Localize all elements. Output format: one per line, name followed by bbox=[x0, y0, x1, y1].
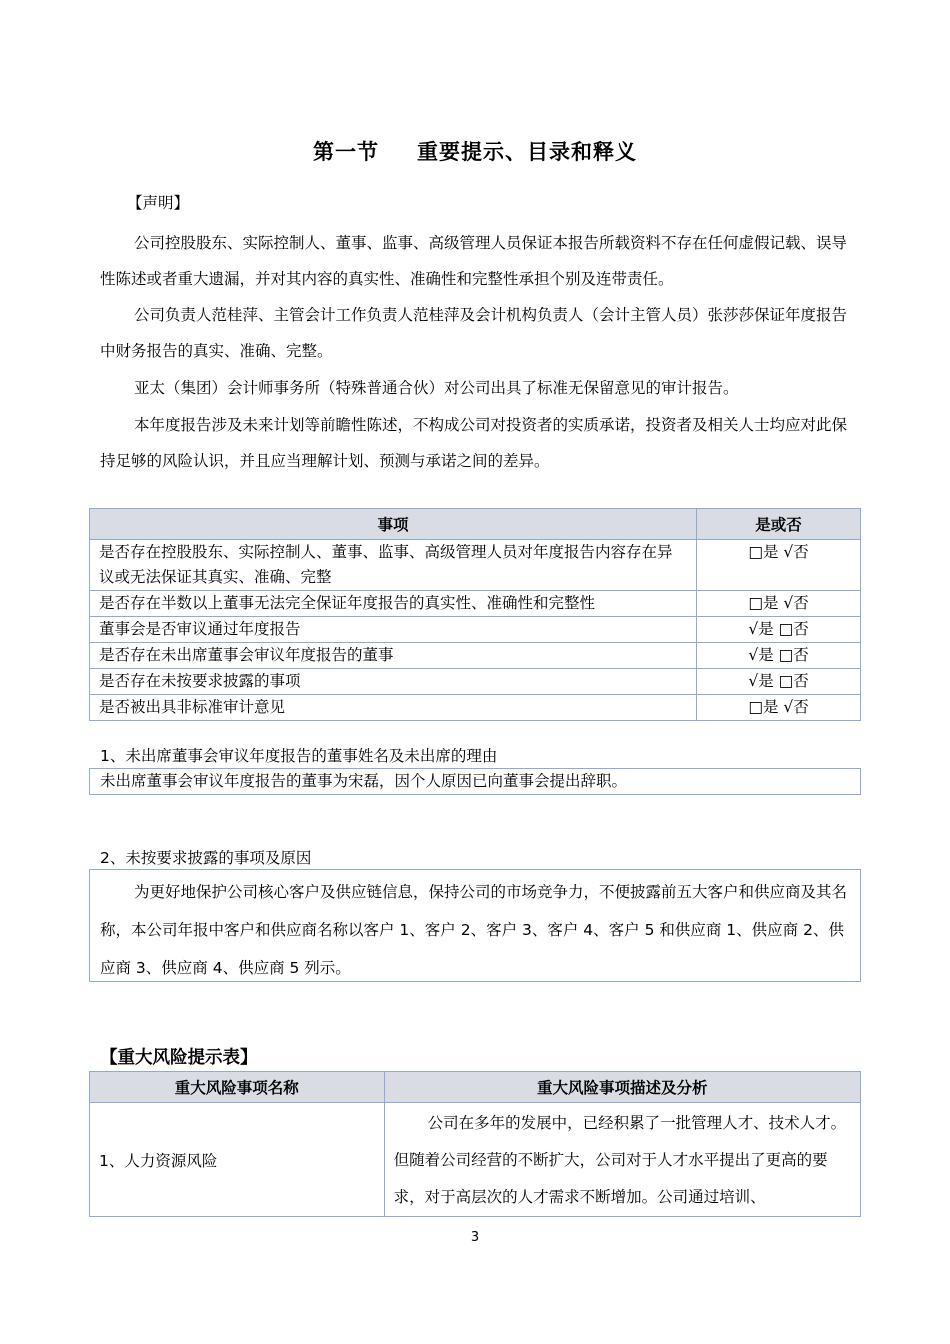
matter-item: 是否存在未出席董事会审议年度报告的董事 bbox=[90, 643, 697, 669]
page-number: 3 bbox=[470, 1230, 480, 1245]
risk-table bbox=[89, 1071, 861, 1217]
page-title bbox=[0, 136, 950, 166]
matter-item: 是否被出具非标准审计意见 bbox=[90, 695, 697, 721]
absent-directors-box: 未出席董事会审议年度报告的董事为宋磊，因个人原因已向董事会提出辞职。 bbox=[89, 768, 861, 795]
matter-answer: √是 □否 bbox=[697, 617, 861, 643]
risk-description: 公司在多年的发展中，已经积累了一批管理人才、技术人才。但随着公司经营的不断扩大，公司对于人才水平提出了更高的要求，对于高层次的人才需求不断增加。公司通过培训、 bbox=[384, 1103, 860, 1217]
table-row bbox=[90, 591, 861, 617]
risk-name: 1、人力资源风险 bbox=[90, 1103, 385, 1217]
declaration-paragraph-3: 亚太（集团）会计师事务所（特殊普通合伙）对公司出具了标准无保留意见的审计报告。 bbox=[134, 379, 739, 397]
declaration-paragraph-1: 公司控股股东、实际控制人、董事、监事、高级管理人员保证本报告所载资料不存在任何虚假记载、误导性陈述或者重大遗漏，并对其内容的真实性、准确性和完整性承担个别及连带责任。 bbox=[100, 234, 848, 288]
table-row bbox=[90, 643, 861, 669]
section-title: 重要提示、目录和释义 bbox=[417, 140, 637, 164]
risk-table-title: 【重大风险提示表】 bbox=[100, 1048, 258, 1068]
table-row bbox=[90, 617, 861, 643]
matter-answer: □是 √否 bbox=[697, 591, 861, 617]
absent-directors-label: 1、未出席董事会审议年度报告的董事姓名及未出席的理由 bbox=[100, 747, 498, 765]
risk-header-desc: 重大风险事项描述及分析 bbox=[384, 1072, 860, 1103]
table-row bbox=[90, 669, 861, 695]
declaration-paragraph-4: 本年度报告涉及未来计划等前瞻性陈述，不构成公司对投资者的实质承诺，投资者及相关人士均应对此保持足够的风险认识，并且应当理解计划、预测与承诺之间的差异。 bbox=[100, 416, 848, 470]
matters-table-header bbox=[90, 509, 861, 540]
table-row bbox=[90, 540, 861, 591]
undisclosed-box: 为更好地保护公司核心客户及供应链信息，保持公司的市场竞争力，不便披露前五大客户和供应商及其名称，本公司年报中客户和供应商名称以客户 1、客户 2、客户 3、客户 4、客户 5 和供应商 1、供应商 2、供应商 3、供应商 4、供应商 5 列示。 bbox=[89, 869, 861, 982]
risk-header-name: 重大风险事项名称 bbox=[90, 1072, 385, 1103]
table-row bbox=[90, 1103, 861, 1217]
risk-table-header bbox=[90, 1072, 861, 1103]
matter-answer: √是 □否 bbox=[697, 669, 861, 695]
matters-header-answer: 是或否 bbox=[697, 509, 861, 540]
declaration-label: 【声明】 bbox=[127, 194, 190, 212]
table-row bbox=[90, 695, 861, 721]
matters-table bbox=[89, 508, 861, 721]
section-number: 第一节 bbox=[313, 140, 379, 164]
declaration-paragraph-2: 公司负责人范桂萍、主管会计工作负责人范桂萍及会计机构负责人（会计主管人员）张莎莎保证年度报告中财务报告的真实、准确、完整。 bbox=[100, 306, 848, 360]
matter-item: 是否存在半数以上董事无法完全保证年度报告的真实性、准确性和完整性 bbox=[90, 591, 697, 617]
matter-item: 是否存在未按要求披露的事项 bbox=[90, 669, 697, 695]
matter-answer: √是 □否 bbox=[697, 643, 861, 669]
matter-answer: □是 √否 bbox=[697, 695, 861, 721]
matter-item: 董事会是否审议通过年度报告 bbox=[90, 617, 697, 643]
matters-header-item: 事项 bbox=[90, 509, 697, 540]
matter-item: 是否存在控股股东、实际控制人、董事、监事、高级管理人员对年度报告内容存在异议或无法保证其真实、准确、完整 bbox=[90, 540, 697, 591]
matter-answer: □是 √否 bbox=[697, 540, 861, 591]
undisclosed-label: 2、未按要求披露的事项及原因 bbox=[100, 849, 312, 867]
